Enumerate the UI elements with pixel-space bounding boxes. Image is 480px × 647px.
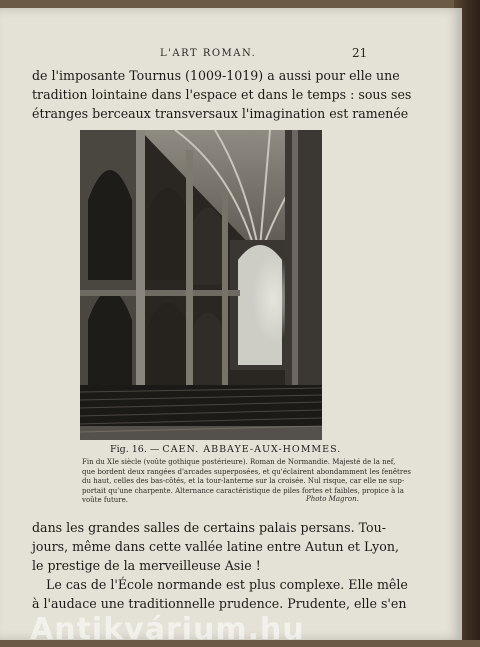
text-line: dans les grandes salles de certains palais persans. Tou- [32,520,386,535]
caption-line: voûte future. [82,496,128,504]
figure-place: CAEN. ABBAYE-AUX-HOMMES. [162,444,342,455]
text-line: de l'imposante Tournus (1009-1019) a aussi pour elle une [32,68,400,83]
page-number: 21 [352,46,368,60]
text-line: étranges berceaux transversaux l'imagination est ramenée [32,106,409,121]
book-page [0,8,462,640]
watermark: Antikvárium.hu [30,612,305,647]
text-line: tradition lointaine dans l'espace et dans le temps : sous ses [32,87,412,102]
nave-photograph [80,130,322,440]
caption-line: Fin du XIe siècle (voûte gothique postérieure). Roman de Normandie. Majesté de la nef, [82,458,396,466]
text-line: Le cas de l'École normande est plus complexe. Elle mêle [46,577,408,592]
photo-credit: Photo Magron. [306,495,359,503]
caption-line: que bordent deux rangées d'arcades superposées, et qu'éclairent abondamment les fenêtres [82,467,411,476]
text-line: à l'audace une traditionnelle prudence. Prudente, elle s'en [32,596,407,611]
top-paragraph [32,66,412,123]
bottom-paragraph-2 [32,575,408,613]
running-head: L'ART ROMAN. [160,48,257,59]
caption-line: portait qu'une charpente. Alternance caractéristique de piles fortes et faibles, propice à la [82,486,404,495]
bottom-paragraph-1 [32,518,399,575]
text-line: jours, même dans cette vallée latine entre Autun et Lyon, [32,539,399,554]
text-line: le prestige de la merveilleuse Asie ! [32,558,261,573]
figure-caption-title [110,444,341,455]
figure-label: Fig. 16. — [110,444,160,455]
caption-line: du haut, celles des bas-côtés, et la tour-lanterne sur la croisée. Nul risque, car elle ne sup- [82,477,405,485]
